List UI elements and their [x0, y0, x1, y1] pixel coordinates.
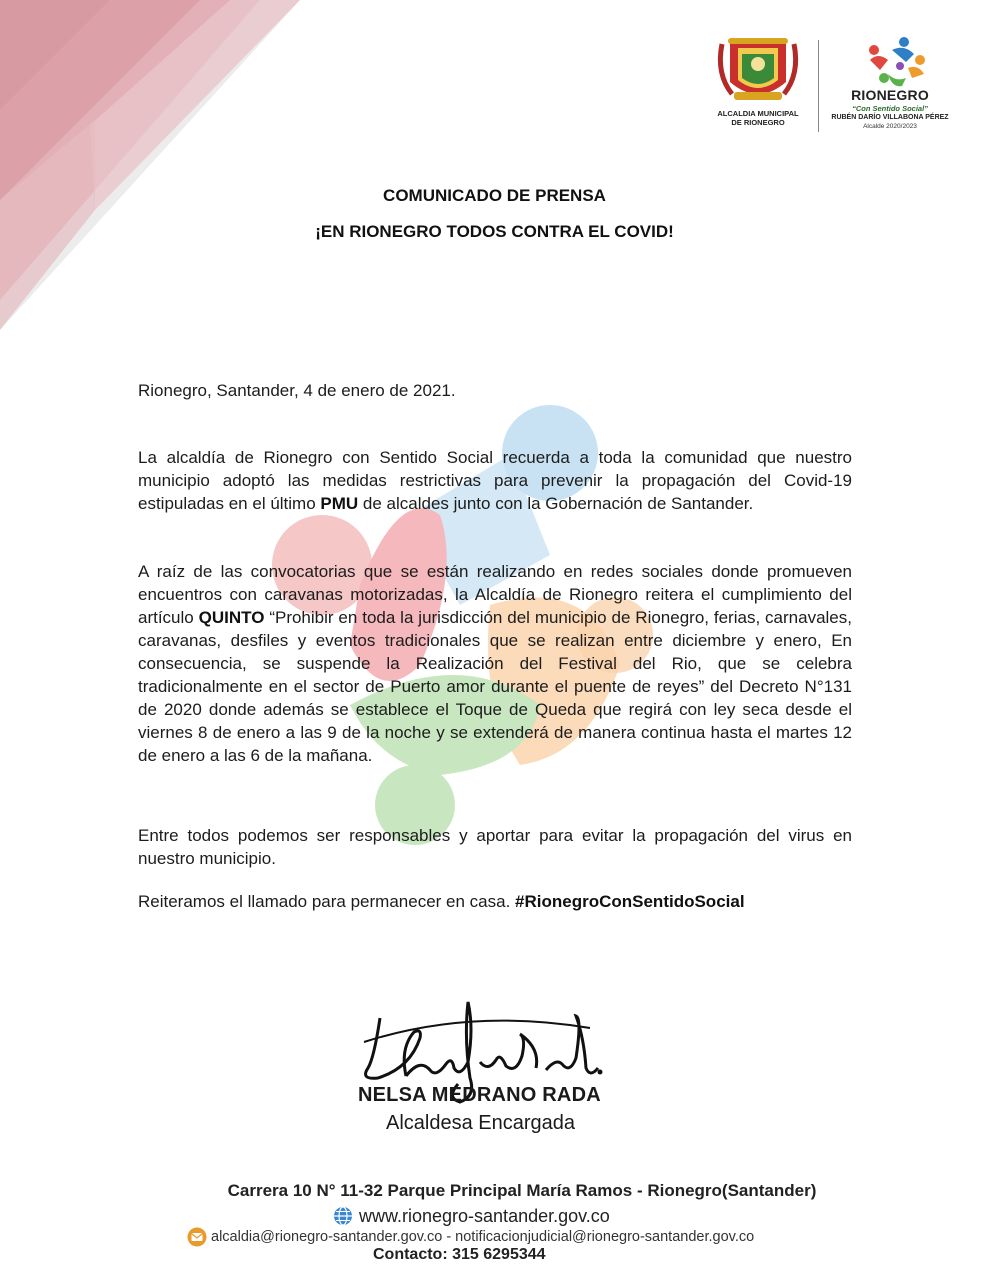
email-links[interactable]: alcaldia@rionegro-santander.gov.co - notificacionjudicial@rionegro-santander.gov.co: [211, 1229, 755, 1245]
signatory-name: NELSA MEDRANO RADA: [358, 1084, 601, 1106]
rionegro-brand-logo: [826, 34, 954, 139]
paragraph-2-text-a: A raíz de las convocatorias que se están realizando en redes sociales donde promueven encuentros con caravanas motorizadas, la Alcaldía de Rionegro reitera el cumplimiento del artículo: [138, 562, 852, 627]
seal-caption: [708, 109, 808, 127]
email-icon: [187, 1227, 207, 1247]
website-link[interactable]: www.rionegro-santander.gov.co: [359, 1205, 610, 1226]
paragraph-2-text-c: “Prohibir en toda la jurisdicción del municipio de Rionegro, ferias, carnavales, caravanas, desfiles y eventos tradicionales que se realizan entre diciembre y enero, En consecuencia, se suspende la Realización del Festival del Rio, que se celebra tradicionalmente en el sector de Puerto amor durante el puente de reyes” del Decreto N°131 de 2020 donde además se establece el Toque de Queda que regirá con ley seca desde el viernes 8 de enero a las 9 de la noche y se extenderá de manera continua hasta el martes 12 de enero a las 6 de la mañana.: [138, 608, 852, 765]
brand-slogan: “Con Sentido Social”: [852, 104, 928, 113]
paragraph-1-bold: PMU: [320, 494, 359, 513]
footer-address: Carrera 10 N° 11-32 Parque Principal María Ramos - Rionegro(Santander): [227, 1181, 817, 1200]
paragraph-2-bold: QUINTO: [198, 608, 265, 627]
paragraph-1-text-c: de alcaldes junto con la Gobernación de Santander.: [358, 494, 754, 513]
corner-decoration: [0, 0, 420, 360]
seal-caption-line1: ALCALDIA MUNICIPAL: [717, 109, 799, 118]
paragraph-4-text-a: Reiteramos el llamado para permanecer en casa.: [138, 892, 516, 911]
brand-mayor: RUBÉN DARÍO VILLABONA PÉREZ: [831, 114, 949, 121]
footer-website[interactable]: [333, 1205, 610, 1227]
paragraph-3: Entre todos podemos ser responsables y aportar para evitar la propagación del virus en nuestro municipio.: [138, 826, 852, 868]
paragraph-1-text-a: La alcaldía de Rionegro con Sentido Social recuerda a toda la comunidad que nuestro municipio adoptó las medidas restrictivas para prevenir la propagación del Covid-19 estipuladas en el último: [138, 448, 852, 513]
globe-icon: [333, 1206, 353, 1226]
paragraph-1: [138, 446, 852, 515]
hashtag: #RionegroConSentidoSocial: [515, 892, 745, 911]
document-subtitle: ¡EN RIONEGRO TODOS CONTRA EL COVID!: [315, 222, 674, 241]
signatory-role: Alcaldesa Encargada: [386, 1112, 576, 1134]
footer-contact: Contacto: 315 6295344: [373, 1246, 546, 1263]
municipal-seal: [708, 34, 808, 134]
seal-emblem-icon: [708, 34, 808, 109]
header-logos: [708, 34, 953, 139]
document-title: COMUNICADO DE PRENSA: [383, 186, 606, 205]
logo-divider: [818, 40, 819, 132]
seal-caption-line2: DE RIONEGRO: [731, 118, 785, 127]
brand-name: RIONEGRO: [851, 87, 929, 103]
brand-period: Alcalde 2020/2023: [863, 123, 917, 130]
paragraph-2: [138, 560, 852, 767]
paragraph-4: [138, 890, 852, 913]
date-line: Rionegro, Santander, 4 de enero de 2021.: [138, 381, 456, 400]
people-circle-icon: [826, 34, 954, 88]
footer-emails[interactable]: [187, 1226, 754, 1248]
